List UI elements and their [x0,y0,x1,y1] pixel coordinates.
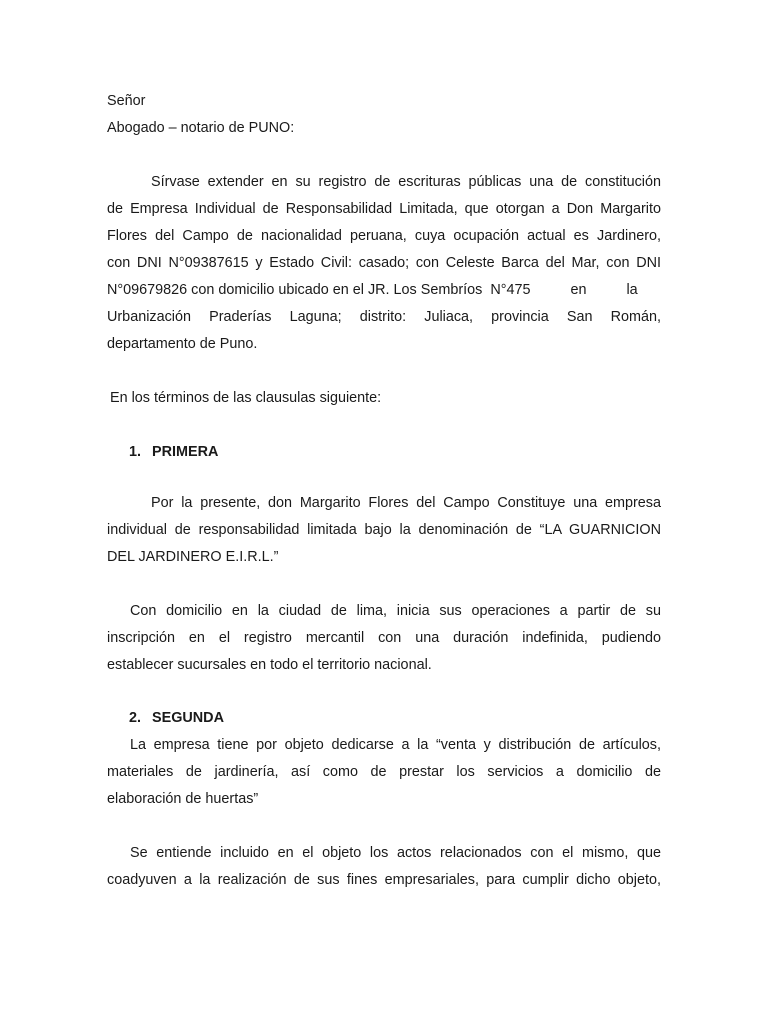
clause-text-line: La empresa tiene por objeto dedicarse a la “venta y distribución de artículos, [130,737,661,753]
clause-number: 2. [129,710,142,726]
intro-line: con DNI N°09387615 y Estado Civil: casado; con Celeste Barca del Mar, con DNI [107,255,661,271]
intro-line: Urbanización Praderías Laguna; distrito: Juliaca, provincia San Román, [107,309,661,325]
clause-text-line: individual de responsabilidad limitada bajo la denominación de “LA GUARNICION [107,522,661,538]
terms-intro: En los términos de las clausulas siguiente: [110,390,382,406]
clause-text-line: Por la presente, don Margarito Flores del Campo Constituye una empresa [151,495,661,511]
intro-line: N°09679826 con domicilio ubicado en el JR. Los Sembríos N°475 en la [107,282,638,298]
salutation-line-1: Señor [107,93,146,109]
clause-title: PRIMERA [152,444,219,460]
salutation-line-2: Abogado – notario de PUNO: [107,120,295,136]
clause-text-line: elaboración de huertas” [107,791,259,807]
clause-text-line: inscripción en el registro mercantil con una duración indefinida, pudiendo [107,630,661,646]
clause-text-line: Se entiende incluido en el objeto los actos relacionados con el mismo, que [130,845,661,861]
clause-text-line: establecer sucursales en todo el territorio nacional. [107,657,432,673]
clause-text-line: coadyuven a la realización de sus fines empresariales, para cumplir dicho objeto, [107,872,661,888]
intro-line: Flores del Campo de nacionalidad peruana, cuya ocupación actual es Jardinero, [107,228,661,244]
intro-line: Sírvase extender en su registro de escrituras públicas una de constitución [151,174,661,190]
intro-line: de Empresa Individual de Responsabilidad Limitada, que otorgan a Don Margarito [107,201,661,217]
clause-number: 1. [129,444,142,460]
clause-text-line: DEL JARDINERO E.I.R.L.” [107,549,279,565]
clause-text-line: Con domicilio en la ciudad de lima, inicia sus operaciones a partir de su [130,603,661,619]
clause-text-line: materiales de jardinería, así como de prestar los servicios a domicilio de [107,764,661,780]
clause-title: SEGUNDA [152,710,224,726]
intro-line: departamento de Puno. [107,336,258,352]
